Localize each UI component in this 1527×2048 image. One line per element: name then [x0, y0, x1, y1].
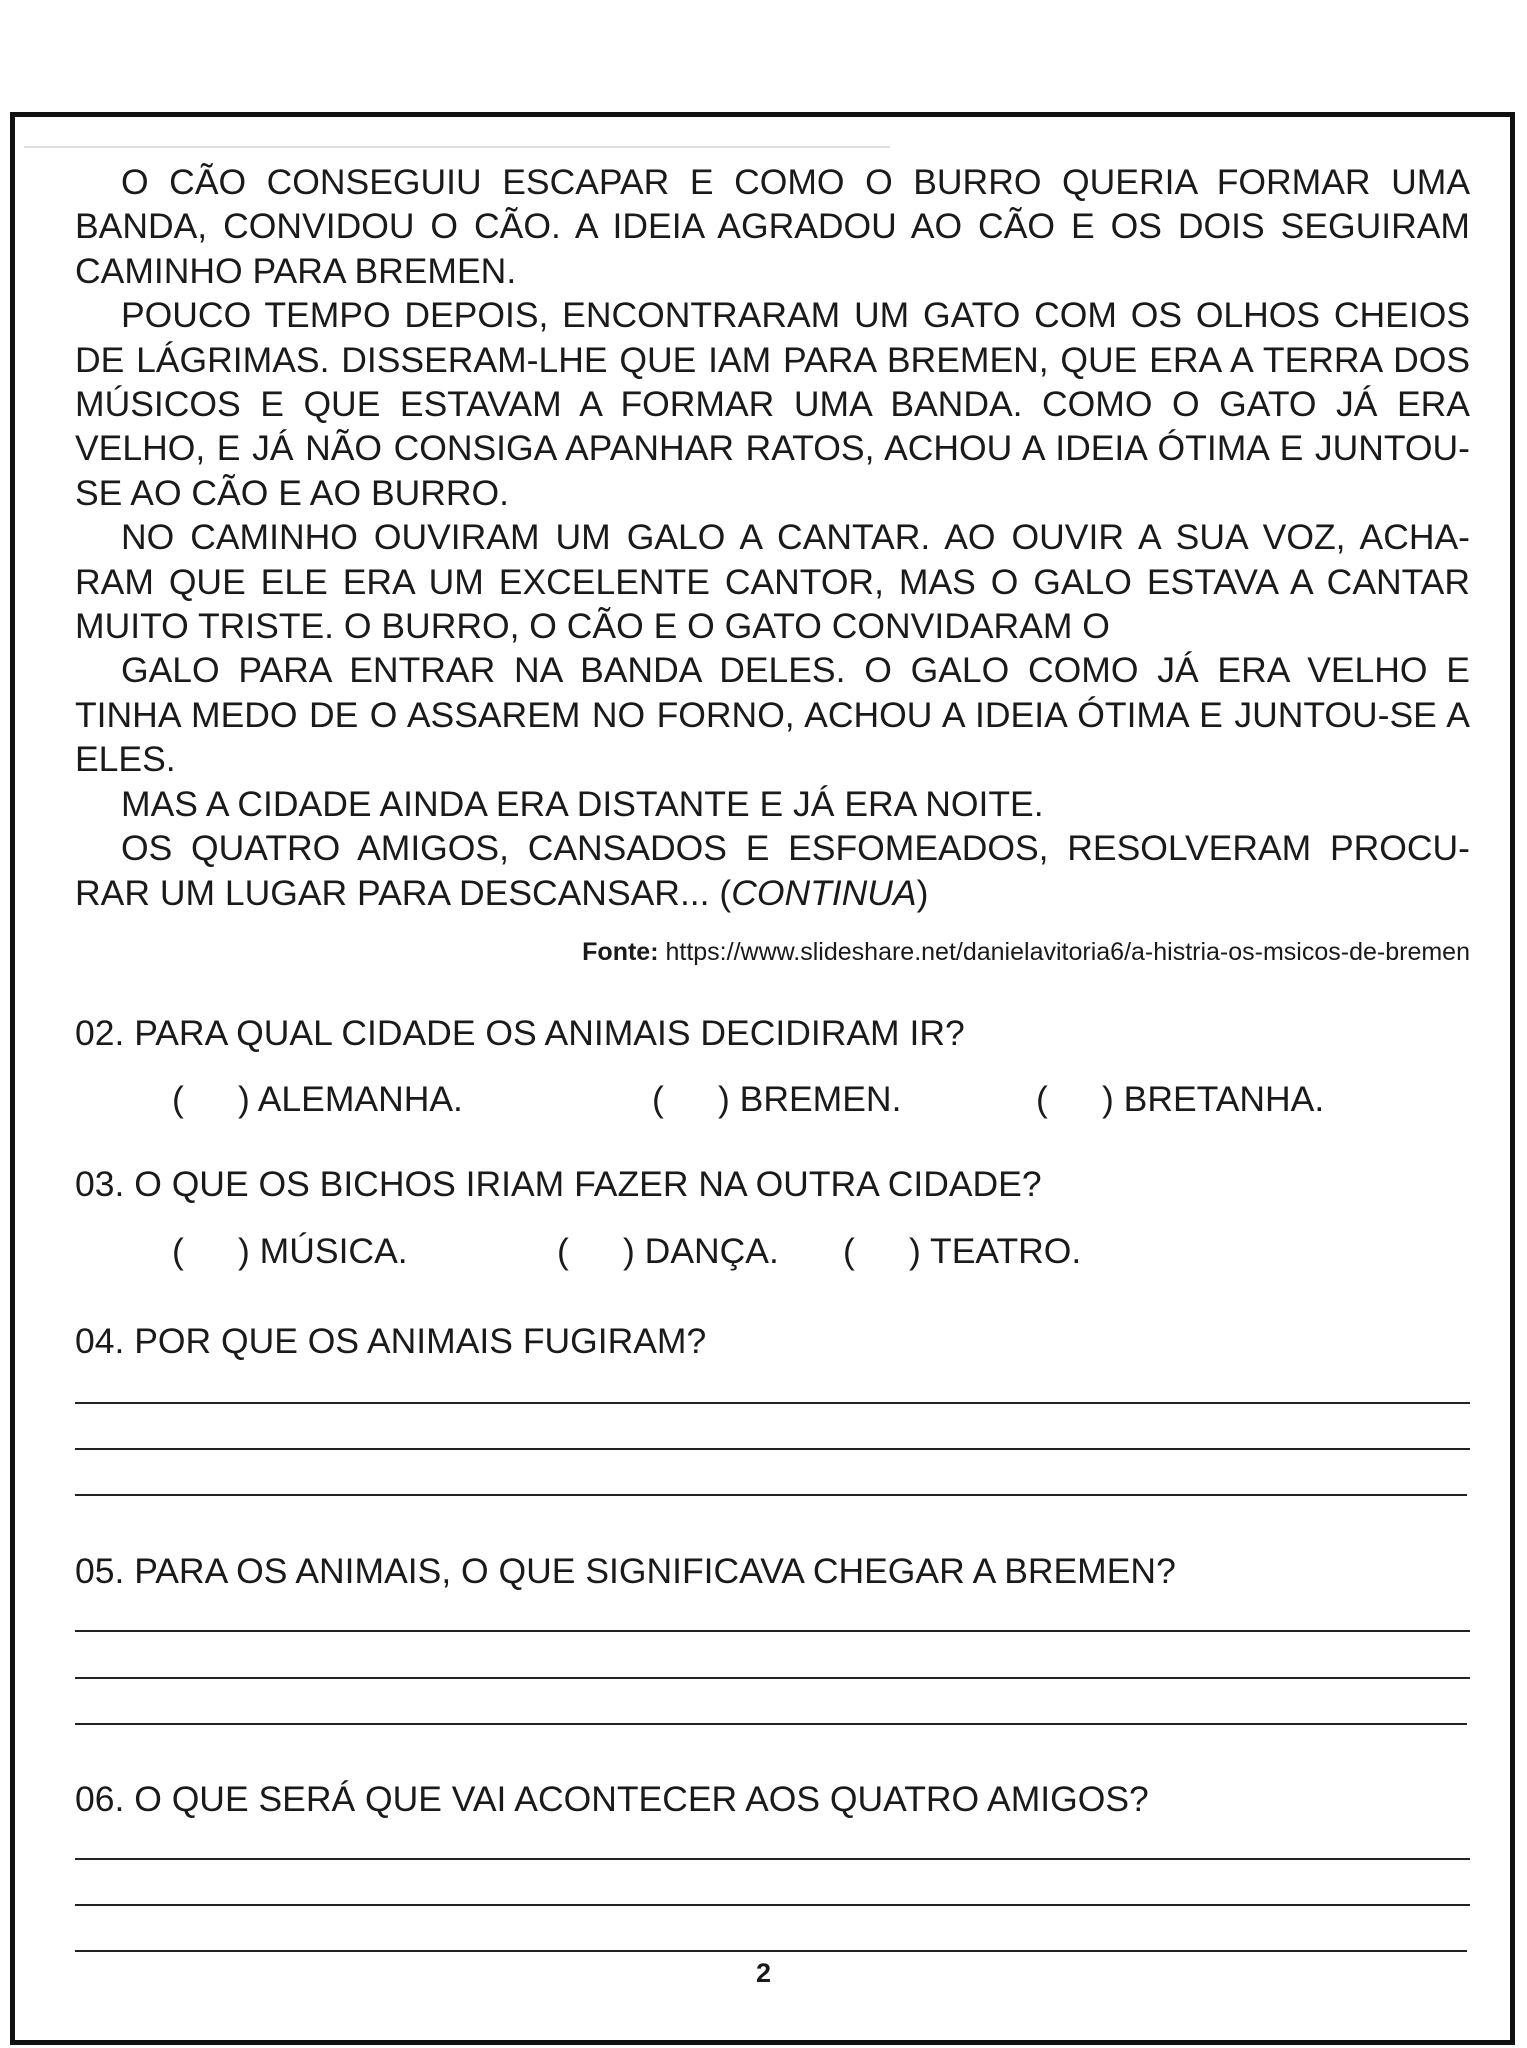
option-label: ) TEATRO.	[909, 1231, 1082, 1271]
story-paragraph: POUCO TEMPO DEPOIS, ENCONTRARAM UM GATO COM OS OLHOS CHEIOS DE LÁGRIMAS. DISSERAM-LHE QUE IAM PARA BREMEN, QUE ERA A TERRA DOS MÚSICOS E QUE ESTAVAM A FORMAR UMA BANDA. COMO O GATO JÁ ERA VELHO, E JÁ NÃO CONSIGA APANHAR RATOS, ACHOU A IDEIA ÓTIMA E JUNTOU-SE AO CÃO E AO BURRO.	[75, 295, 1470, 513]
story-text	[75, 160, 1470, 915]
checkbox-paren: (	[172, 1079, 184, 1119]
option-label: ) MÚSICA.	[238, 1231, 408, 1271]
answer-line[interactable]	[75, 1402, 1470, 1404]
answer-line[interactable]	[75, 1630, 1470, 1632]
checkbox-paren: (	[172, 1231, 184, 1271]
checkbox-paren: (	[557, 1231, 569, 1271]
question-03-options	[0, 1230, 1527, 1272]
story-paragraph: GALO PARA ENTRAR NA BANDA DELES. O GALO COMO JÁ ERA VELHO E TINHA MEDO DE O ASSAREM NO FORNO, ACHOU A IDEIA ÓTIMA E JUNTOU-SE A ELES.	[75, 650, 1470, 780]
source-citation	[582, 937, 1470, 967]
question-05: 05. PARA OS ANIMAIS, O QUE SIGNIFICAVA CHEGAR A BREMEN?	[75, 1551, 1176, 1591]
question-03: 03. O QUE OS BICHOS IRIAM FAZER NA OUTRA CIDADE?	[75, 1164, 1042, 1204]
option-teatro[interactable]	[843, 1230, 1081, 1272]
option-bretanha[interactable]	[1036, 1078, 1324, 1120]
question-02-options	[0, 1078, 1527, 1120]
option-musica[interactable]	[172, 1230, 408, 1272]
answer-line[interactable]	[75, 1950, 1467, 1952]
source-url: https://www.slideshare.net/danielavitoria6/a-histria-os-msicos-de-bremen	[665, 938, 1470, 966]
option-bremen[interactable]	[652, 1078, 901, 1120]
answer-line[interactable]	[75, 1448, 1470, 1450]
source-label: Fonte:	[582, 938, 659, 966]
answer-line[interactable]	[75, 1677, 1470, 1679]
answer-line[interactable]	[75, 1494, 1467, 1496]
option-label: ) ALEMANHA.	[238, 1079, 463, 1119]
option-label: ) BRETANHA.	[1102, 1079, 1325, 1119]
checkbox-paren: (	[652, 1079, 664, 1119]
checkbox-paren: (	[1036, 1079, 1048, 1119]
page-number: 2	[755, 1958, 772, 1988]
checkbox-paren: (	[843, 1231, 855, 1271]
story-paragraph: NO CAMINHO OUVIRAM UM GALO A CANTAR. AO OUVIR A SUA VOZ, ACHA-RAM QUE ELE ERA UM EXCELENTE CANTOR, MAS O GALO ESTAVA A CANTAR MUITO TRISTE. O BURRO, O CÃO E O GATO CONVIDARAM O	[75, 517, 1470, 647]
option-label: ) DANÇA.	[623, 1231, 779, 1271]
story-paragraph: MAS A CIDADE AINDA ERA DISTANTE E JÁ ERA NOITE.	[121, 783, 1044, 824]
question-04: 04. POR QUE OS ANIMAIS FUGIRAM?	[75, 1321, 707, 1361]
continue-marker: CONTINUA	[731, 872, 917, 913]
option-alemanha[interactable]	[172, 1078, 463, 1120]
option-danca[interactable]	[557, 1230, 779, 1272]
story-paragraph-last	[75, 826, 1470, 915]
answer-line[interactable]	[75, 1723, 1467, 1725]
answer-line[interactable]	[75, 1904, 1470, 1906]
question-06: 06. O QUE SERÁ QUE VAI ACONTECER AOS QUATRO AMIGOS?	[75, 1779, 1149, 1819]
closing-paren: )	[916, 872, 929, 913]
answer-line[interactable]	[75, 1858, 1470, 1860]
story-paragraph: O CÃO CONSEGUIU ESCAPAR E COMO O BURRO QUERIA FORMAR UMA BANDA, CONVIDOU O CÃO. A IDEIA AGRADOU AO CÃO E OS DOIS SEGUIRAM CAMINHO PARA BREMEN.	[75, 162, 1470, 291]
question-02: 02. PARA QUAL CIDADE OS ANIMAIS DECIDIRAM IR?	[75, 1013, 965, 1053]
top-divider	[24, 146, 890, 148]
story-paragraph-text: OS QUATRO AMIGOS, CANSADOS E ESFOMEADOS, RESOLVERAM PROCU-RAR UM LUGAR PARA DESCANSAR... (	[75, 828, 1470, 913]
option-label: ) BREMEN.	[718, 1079, 902, 1119]
